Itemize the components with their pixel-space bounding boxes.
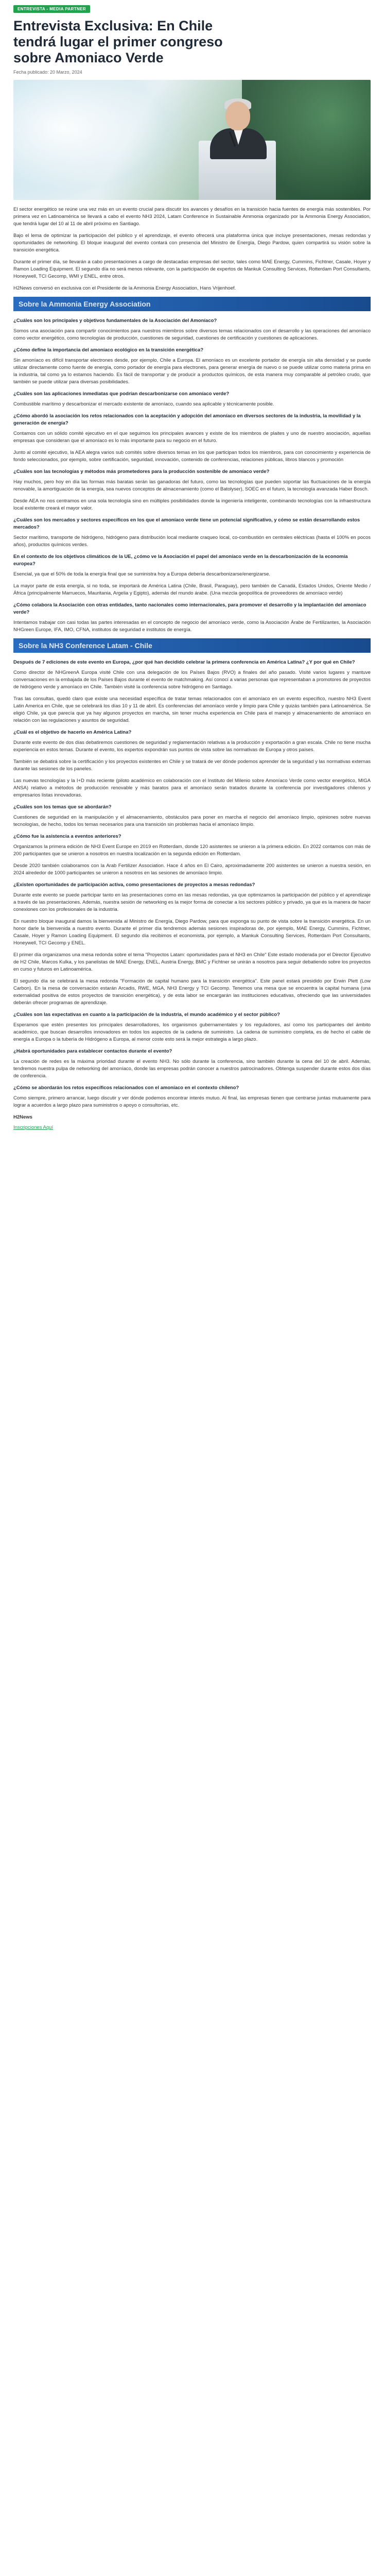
interview-question: Después de 7 ediciones de este evento en Europa, ¿por qué han decidido celebrar la primera conferencia en América Latina? ¿Y por qué en Chile? <box>13 659 355 665</box>
interview-answer: Somos una asociación para compartir conocimientos para nuestros miembros sobre diversos temas relacionados con el desarrollo y las operaciones del amoníaco como vector energético, como tecnologías de producción, cuestiones de seguridad, cuestiones de certificación y cuestiones de aplicaciones. <box>13 328 371 341</box>
interview-answer: Sin amoníaco es difícil transportar electrones desde, por ejemplo, Chile a Europa. El amoníaco es un excelente portador de energía sin alta densidad y se puede utilizar directamente como fuente de energía, como portador de energía para electrones, para generar energía de nuevo o se puede utilizar como materia prima en la industria, tal como ya lo estamos haciendo. Es fácil de transportar y de producir a productos químicos, de esta manera muy comparable al petróleo crudo, que también se puede utilizar para diversas posibilidades. <box>13 358 371 385</box>
interview-question: ¿Cómo fue la asistencia a eventos anteriores? <box>13 834 121 839</box>
interview-question: ¿Cuáles son las aplicaciones inmediatas que podrían descarbonizarse con amoníaco verde? <box>13 391 230 397</box>
section-heading-conference: Sobre la NH3 Conference Latam - Chile <box>13 638 371 653</box>
interview-answer: Las nuevas tecnologías y la I+D más reciente (piloto académico en colaboración con el Instituto del Milenio sobre Amoníaco Verde como vector energético, MIGA ANSA) relativo a métodos de producción renovable y más baratos para el amoníaco serán tratados durante la conferencia por investigadores chilenos y empresarios listas innovadoras. <box>13 778 371 798</box>
footer-brand: H2News <box>13 1114 32 1120</box>
interview-question: ¿Cómo define la importancia del amoníaco ecológico en la transición energética? <box>13 347 204 353</box>
interview-question: ¿Existen oportunidades de participación activa, como presentaciones de proyectos a mesas redondas? <box>13 882 255 888</box>
interview-question: ¿Habrá oportunidades para establecer contactos durante el evento? <box>13 1048 172 1054</box>
interview-answer: Desde AEA no nos centramos en una sola tecnología sino en múltiples posibilidades donde la ingeniería inteligente, combinando tecnologías con la infraestructura local existente creará el mayor valor. <box>13 498 371 511</box>
interview-answer: También se debatirá sobre la certificación y los proyectos existentes en Chile y se tratará de ver dónde podemos aprender de la seguridad y las normativas externas durante las sesiones de los paneles. <box>13 759 371 772</box>
intro-paragraph-1 <box>13 206 371 228</box>
interview-answer: Intentamos trabajar con casi todas las partes interesadas en el concepto de negocio del amoníaco verde, como la Asociación Árabe de Fertilizantes, la Asociación NHGreen Europe, IFA, IMO, CFNA, institutos de seguridad e institutos de energía. <box>13 620 371 633</box>
interview-answer: El segundo día se celebrará la mesa redonda "Formación de capital humano para la transición energética". Este panel estará presidido por Erwin Plett (Low Carbon). En la mesa de conversación estarán Arcadis, RWE, MGA, NH3 Energy y TCI Gecomp. Tenemos una mesa que se encuentra la capital humana (una externalidad positiva de estos proyectos de transición energética), y de esta labor se encargarán las instituciones educativas, ofreciendo que las universidades deberán ofrecer programas de aprendizaje. <box>13 978 371 1006</box>
interview-question: ¿Cuáles son los temas que se abordarán? <box>13 804 112 810</box>
qa-list-conference <box>13 659 371 1109</box>
intro-paragraph-2: Bajo el lema de optimizar la participación del público y el aprendizaje, el evento ofrecerá una plataforma única que incluye presentaciones, mesas redondas y oportunidades de networking. El bloque inaugural del evento contará con presencia del Ministro de Energía, Diego Pardow, quien compartirá su visión sobre la transición energética. <box>13 233 371 253</box>
interview-answer: Cuestiones de seguridad en la manipulación y el almacenamiento, obstáculos para poner en marcha el negocio del amoníaco limpio, opiniones sobre nuevas tecnologías, de hecho, todos los temas necesarios para una transición sin problemas hacia el amoníaco limpio. <box>13 815 371 827</box>
interview-question: ¿Cuáles son los mercados y sectores específicos en los que el amoníaco verde tiene un potencial significativo, y cómo se están desarrollando estos mercados? <box>13 517 360 530</box>
interview-answer: Combustible marítimo y descarbonizar el mercado existente de amoníaco, cuando sea aplicable y técnicamente posible. <box>13 401 274 407</box>
interview-answer: Desde 2020 también colaboramos con la Arab Fertilizer Association. Hace 4 años en El Cairo, aproximadamente 200 asistentes se unieron a nuestra sesión, en 2024 alrededor de 1000 participantes se unieron a nosotros en las sesiones de amoníaco limpio. <box>13 863 371 876</box>
intro-text-1: El sector energético se reúne una vez más en un evento crucial para discutir los avances y desafíos en la transición hacia fuentes de energía más sostenibles. Por primera vez en Latinoamérica se llevará a cabo el evento NH3 2024, Latam Conference in Sustainable Ammonia organizado por la Ammonia Energy Association, que tendrá lugar del 10 al 11 de abril próximo en Santiago. <box>13 207 371 227</box>
interview-answer: Organizamos la primera edición de NH3 Event Europe en 2019 en Rotterdam, donde 120 asistentes se unieron a la primera edición. En 2022 contamos con más de 200 participantes que se unieron a nosotros en nuestra localización en la segunda edición en Rotterdam. <box>13 844 371 857</box>
article-body <box>13 206 371 1131</box>
interview-answer: Durante este evento de dos días debatiremos cuestiones de seguridad y reglamentación relativas a la producción y exportación a gran escala. Chile no tiene mucha experiencia en estos temas. Durante el evento, los expertos expondrán sus puntos de vista sobre las normativas de Europa y otros países. <box>13 740 371 753</box>
interview-answer: En nuestro bloque inaugural damos la bienvenida al Ministro de Energía, Diego Pardow, para que exponga su punto de vista sobre la transición energética. En un honor darle la bienvenida a nuestro evento. Durante el primer día tendremos además sesiones inspiradoras de, por ejemplo, MAE Energy, Cummins, Fichtner, Casale, Hoyer y Ramon Loading Equipment. El segundo día recibimos el economista, por ejemplo, a Mankuk Consulting Services, Rotterdam Port Consultants, Honeywell, TCI Gecomp y ENEL. <box>13 919 371 946</box>
article-title: Entrevista Exclusiva: En Chile tendrá lugar el primer congreso sobre Amoniaco Verde <box>13 18 223 65</box>
interview-answer: Tras las consultas, quedó claro que existe una necesidad específica de tratar temas relacionados con el amoníaco en un evento específico, nuestro NH3 Event Latin America en Chile, que se celebrará los días 10 y 11 de abril. Es conferencias del amoníaco verde y limpio para Chile y quizás también para Latinoamérica. Se eligió Chile, ya que parecía que ya hay algunos proyectos en marcha, sin tener mucha experiencia en Chile para el manejo y almacenamiento de amoníaco en relación con las regulaciones y asuntos de seguridad. <box>13 696 371 723</box>
interview-question: En el contexto de los objetivos climáticos de la UE, ¿cómo ve la Asociación el papel del amoníaco verde en la descarbonización de la economía europea? <box>13 554 348 567</box>
interview-question: ¿Cuáles son las tecnologías y métodos más prometedores para la producción sostenible de amoníaco verde? <box>13 469 270 474</box>
intro-paragraph-3: Durante el primer día, se llevarán a cabo presentaciones a cargo de destacadas empresas del sector, tales como MAE Energy, Cummins, Fichtner, Casale, Hoyer y Ramon Loading Equipment. El segundo día no será menos relevante, con la participación de expertos de Mankuk Consulting Services, Rotterdam Port Consultants, Honeywell, TCI Gecomp, WMI y ENEL, entre otros. <box>13 259 371 279</box>
interview-question: ¿Cómo se abordarán los retos específicos relacionados con el amoníaco en el contexto chileno? <box>13 1085 239 1091</box>
interview-question: ¿Cuáles son las expectativas en cuanto a la participación de la industria, el mundo académico y el sector público? <box>13 1012 280 1018</box>
interview-answer: El primer día organizamos una mesa redonda sobre el tema "Proyectos Latam: oportunidades para el NH3 en Chile" Este estado moderada por el Director Ejecutivo de H2 Chile, Marcos Kulka, y los panelistas de MAE Energy, ENEL, Austria Energy, BMC y Fichtner se unirán a nosotros para seguir debatiendo sobre los proyectos en curso y futuros en Latinoamérica. <box>13 952 371 972</box>
section-heading-association: Sobre la Ammonia Energy Association <box>13 297 371 311</box>
intro-paragraph-4: H2News conversó en exclusiva con el Presidente de la Ammonia Energy Association, Hans Vrijenhoef. <box>13 285 236 291</box>
speaker-head <box>225 101 250 130</box>
article-footer <box>13 1114 371 1131</box>
interview-answer: Sector marítimo, transporte de hidrógeno, hidrógeno para distribución local mediante craqueo local, co-combustión en centrales eléctricas (hasta el 100% en pocos años), productos químicos verdes. <box>13 535 371 548</box>
interview-answer: Como director de NHGreenA Europa visité Chile con una delegación de los Países Bajos (RVO) a finales del año pasado. Visité varios lugares y mantuve conversaciones en la embajada de los Países Bajos durante el evento de matchmaking. Así conocí a varias personas que representaban a promotores de proyectos de hidrógeno verde y amoníaco en Chile. También visité la conferencia sobre hidrógeno en Santiago. <box>13 670 371 690</box>
category-badge[interactable]: ENTREVISTA - MEDIA PARTNER <box>13 5 90 13</box>
interview-question: ¿Cuáles son los principales y objetivos fundamentales de la Asociación del Amoníaco? <box>13 318 217 324</box>
qa-list-association <box>13 317 371 634</box>
interview-answer: Como siempre, primero arrancar, luego discutir y ver dónde podemos encontrar interés mutuo. Al final, las empresas tienen que centrarse juntas mutuamente para lograr a acuerdos a largo plazo para suministros o apoyo o consultorías, etc. <box>13 1095 371 1108</box>
registration-link[interactable]: Inscripciones Aquí <box>13 1125 54 1130</box>
interview-answer: Contamos con un sólido comité ejecutivo en el que seguimos los principales avances y existe de los miembros de plaites y uno de nuestro asociación, aquellas empresas que consideran que el amoníaco es lo más importante para su negocio en el futuro. <box>13 431 371 444</box>
interview-question: ¿Cuál es el objetivo de hacerlo en América Latina? <box>13 730 132 735</box>
interview-question: ¿Cómo colabora la Asociación con otras entidades, tanto nacionales como internacionales, para promover el desarrollo y la implantación del amoníaco verde? <box>13 602 366 615</box>
hero-light-glow <box>13 80 183 200</box>
hero-photo <box>13 80 371 200</box>
interview-answer: Hay muchos, pero hoy en día las formas más baratas serán las ganadoras del futuro, como las tecnologías que pueden soportar las fluctuaciones de la energía renovable, la amortiguación de la energía, sea nuevos conceptos de almacenamiento (como el Batolyser), SOEC en el futuro, la tecnología avanzada Haber Bosch. <box>13 479 371 492</box>
interview-answer: La mayor parte de esta energía, si no toda, se importará de América Latina (Chile, Brasil, Paraguay), pero también de Canadá, Estados Unidos, Oriente Medio / África (principalmente Marruecos, Mauritania, Argelia y Egipto), además del mundo árabe. (Una mezcla geopolítica de proveedores de amoníaco verde) <box>13 583 371 596</box>
interview-answer: Durante este evento se puede participar tanto en las presentaciones como en las mesas redondas, ya que optimizamos la participación del público y el aprendizaje a través de las presentaciones. Además, nuestra sesión de networking es la mejor forma de conectar a los sectores público y privado, ya que es la manera de hacer conexiones con los profesionales de la industria. <box>13 892 371 912</box>
interview-question: ¿Cómo abordó la asociación los retos relacionados con la aceptación y adopción del amoníaco en diversos sectores de la industria, la movilidad y la generación de energía? <box>13 413 361 426</box>
interview-answer: La creación de redes es la máxima prioridad durante el evento NH3. No sólo durante la conferencia, sino también durante la cena del 10 de abril. Además, tendremos nuestra pulpa de networking del amoníaco, donde las empresas podrán conocer a nuestros patrocinadores. Obtenga suspender durante estos dos días de conferencia. <box>13 1059 371 1079</box>
publish-date: Fecha publicado: 20 Marzo, 2024 <box>13 70 82 75</box>
interview-answer: Esperamos que estén presentes los principales desarrolladores, los organismos gubernamentales y los reguladores, así como los participantes del ámbito académico, que buscan desarrollos innovadores en todos los aspectos de la cadena de suministro. La cadena de suministro completa, es de hecho el cable de energía a Europa o la tubería de Hidrógeno a Europa, al menor coste esto será la mejor estrategia a largo plazo. <box>13 1022 371 1042</box>
interview-answer: Junto al comité ejecutivo, la AEA alegra varios sub comités sobre diversos temas en los que participan todos los miembros, para con conocimiento y experiencia de fondo seleccionados, por ejemplo, sobre certificación, seguridad, innovación, contenido de conferencias, relaciones públicas, libros blancos y promoción <box>13 450 371 463</box>
interview-answer: Esencial, ya que el 50% de toda la energía final que se suministra hoy a Europa debería descarbonizarse/energizarse. <box>13 571 271 577</box>
